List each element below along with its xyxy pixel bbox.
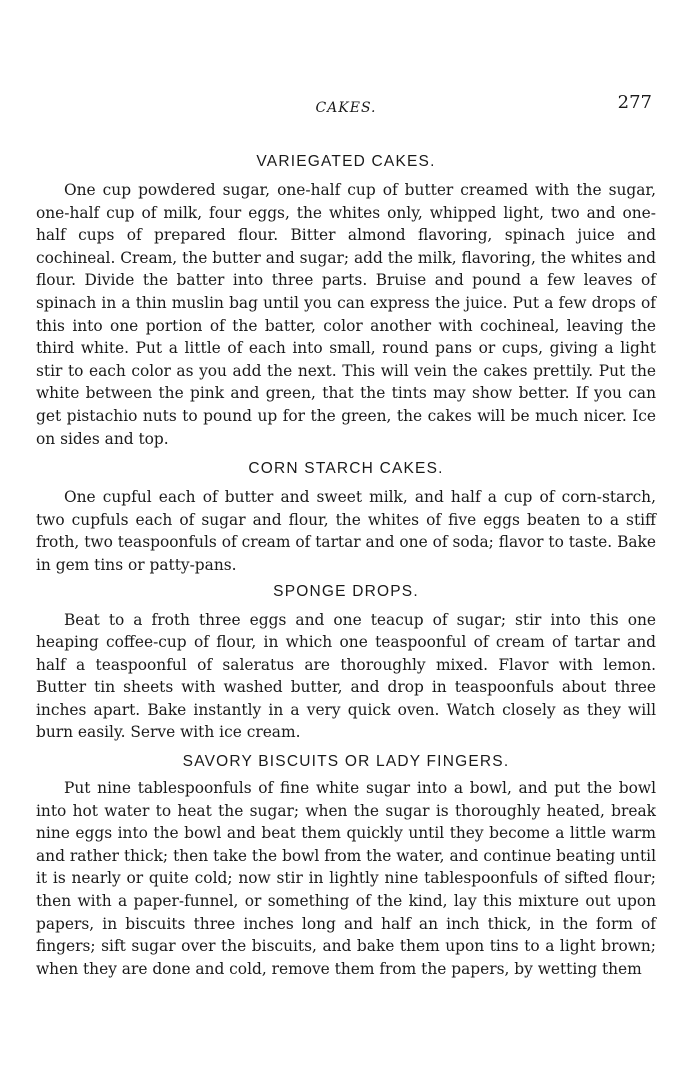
section-title-sponge-drops: SPONGE DROPS.: [273, 582, 419, 600]
section-title-variegated-cakes: VARIEGATED CAKES.: [256, 153, 436, 170]
recipe-text-variegated-cakes: One cup powdered sugar, one-half cup of butter creamed with the sugar, one-half cup of milk, four eggs, the whites only, whipped light, two and one-half cups of prepared flour. Bitter almond flavoring, spinach juice and cochineal. Cream, the butter and sugar; add the milk, flavoring, the whites and flour. Divide the batter into three parts. Bruise and pound a few leaves of spinach in a thin muslin bag until you can express the juice. Put a few drops of this into one portion of the batter, color another with cochineal, leaving the third white. Put a little of each into small, round pans or cups, giving a light stir to each color as you add the next. This will vein the cakes prettily. Put the white between the pink and green, that the tints may show better. If you can get pistachio nuts to pound up for the green, the cakes will be much nicer. Ice on sides and top.: [36, 181, 656, 448]
running-title: CAKES.: [315, 100, 377, 116]
recipe-text-savory-biscuits: Put nine tablespoonfuls of fine white sugar into a bowl, and put the bowl into hot water to heat the sugar; when the sugar is thoroughly heated, break nine eggs into the bowl and beat them quickly until they become a little warm and rather thick; then take the bowl from the water, and continue beating until it is nearly or quite cold; now stir in lightly nine tablespoonfuls of sifted flour; then with a paper-funnel, or something of the kind, lay this mixture out upon papers, in biscuits three inches long and half an inch thick, in the form of fingers; sift sugar over the biscuits, and bake them upon tins to a light brown; when they are done and cold, remove them from the papers, by wetting them: [36, 779, 656, 978]
section-title-savory-biscuits: SAVORY BISCUITS OR LADY FINGERS.: [182, 753, 510, 771]
running-head: [36, 92, 656, 122]
page-number: 277: [617, 92, 652, 113]
section-title-corn-starch-cakes: CORN STARCH CAKES.: [248, 460, 444, 478]
recipe-text-corn-starch-cakes: One cupful each of butter and sweet milk, and half a cup of corn-starch, two cupfuls each of sugar and flour, the whites of five eggs beaten to a stiff froth, two teaspoonfuls of cream of tartar and one of soda; flavor to taste. Bake in gem tins or patty-pans.: [36, 488, 656, 574]
recipe-text-sponge-drops: Beat to a froth three eggs and one teacup of sugar; stir into this one heaping coffee-cup of flour, in which one teaspoonful of cream of tartar and half a teaspoonful of saleratus are thoroughly mixed. Flavor with lemon. Butter tin sheets with washed butter, and drop in teaspoonfuls about three inches apart. Bake instantly in a very quick oven. Watch closely as they will burn easily. Serve with ice cream.: [36, 610, 656, 742]
book-page: [36, 92, 656, 980]
